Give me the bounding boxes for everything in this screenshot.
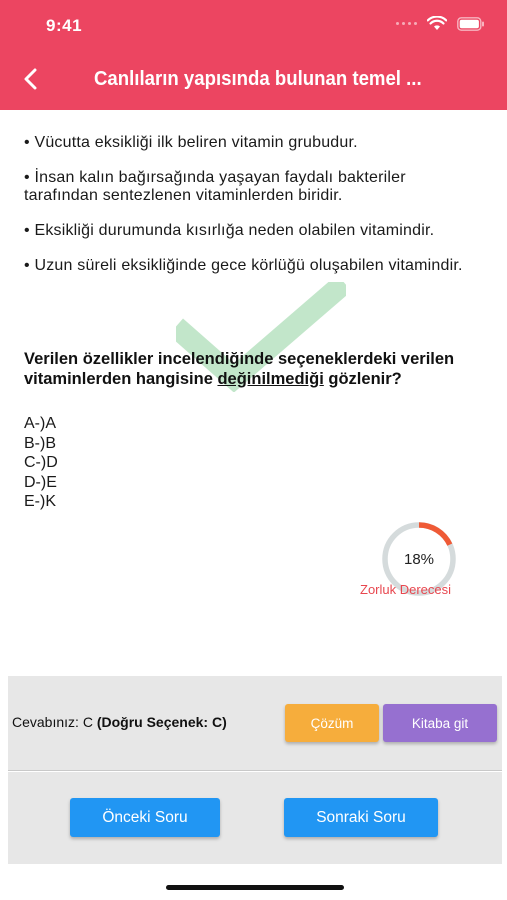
- question-bullets: [24, 134, 484, 292]
- option-d[interactable]: D-)E: [24, 473, 57, 491]
- wifi-icon: [427, 16, 447, 31]
- question-navigation: [8, 772, 502, 864]
- next-question-button[interactable]: Sonraki Soru: [284, 798, 438, 837]
- status-icons: [396, 16, 485, 31]
- status-time: 9:41: [46, 16, 83, 35]
- battery-icon: [457, 17, 485, 31]
- question-card: [8, 110, 502, 676]
- option-c[interactable]: C-)D: [24, 454, 58, 471]
- solution-button[interactable]: Çözüm: [285, 704, 379, 742]
- answer-summary: [12, 714, 227, 730]
- bullet-1: • Vücutta eksikliği ilk beliren vitamin grubudur.: [24, 134, 358, 151]
- question-stem-end: gözlenir?: [323, 369, 402, 388]
- previous-question-button[interactable]: Önceki Soru: [70, 798, 220, 837]
- signal-icon: [396, 22, 417, 25]
- your-answer: Cevabınız: C: [12, 714, 93, 730]
- page-title: Canlıların yapısında bulunan temel ...: [94, 68, 422, 90]
- correct-answer: (Doğru Seçenek: C): [96, 714, 227, 730]
- go-to-book-button[interactable]: Kitaba git: [383, 704, 497, 742]
- bullet-3: • Eksikliği durumunda kısırlığa neden olabilen vitamindir.: [24, 222, 435, 239]
- question-stem: [24, 350, 464, 389]
- option-b[interactable]: B-)B: [24, 434, 56, 452]
- difficulty-label: Zorluk Derecesi: [360, 582, 452, 597]
- bullet-2: • İnsan kalın bağırsağında yaşayan faydalı bakteriler tarafından sentezlenen vitaminlerden biridir.: [24, 169, 406, 204]
- question-stem-emphasis: değinilmediği: [217, 369, 324, 388]
- back-arrow-icon[interactable]: [14, 62, 48, 96]
- question-stem-start: Verilen özellikler incelendiğinde seçeneklerdeki verilen vitaminlerden hangisine: [24, 350, 455, 388]
- answer-options: [24, 414, 58, 512]
- difficulty-value: 18%: [403, 550, 435, 568]
- bullet-4: • Uzun süreli eksikliğinde gece körlüğü oluşabilen vitamindir.: [24, 257, 463, 274]
- option-e[interactable]: E-)K: [24, 493, 56, 510]
- app-header: [0, 0, 507, 110]
- answer-bar: [8, 676, 502, 771]
- option-a[interactable]: A-)A: [24, 415, 56, 432]
- home-indicator[interactable]: [166, 885, 344, 890]
